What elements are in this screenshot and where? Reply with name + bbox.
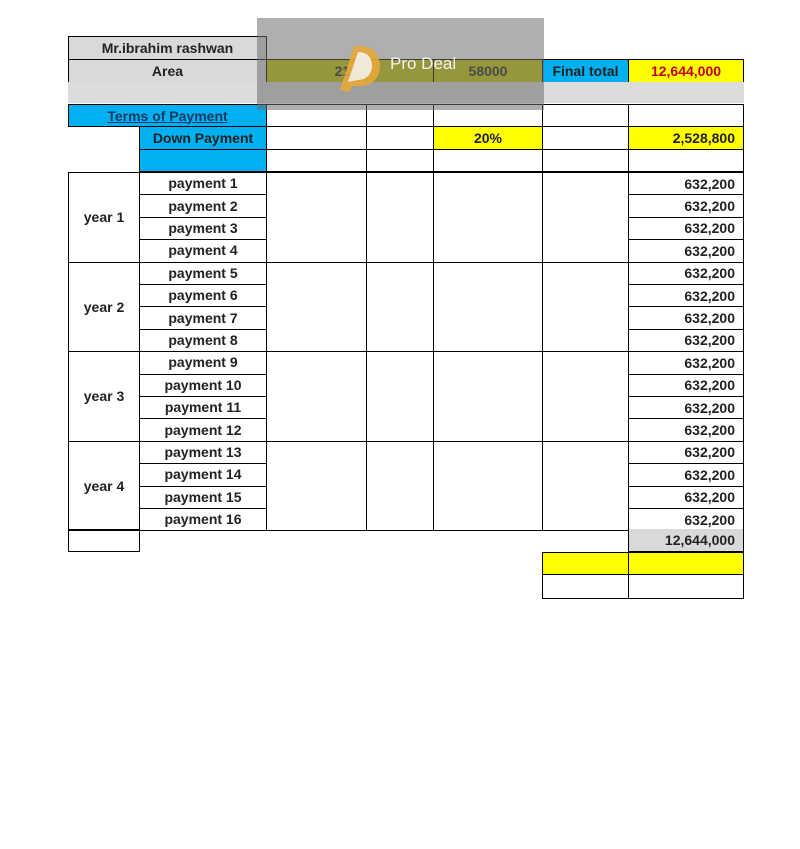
- payment-value: 632,200: [684, 310, 735, 327]
- total-blank-cell: [68, 529, 140, 552]
- grid-cell: [542, 149, 629, 172]
- final-total-label: Final total: [552, 63, 619, 79]
- payment-value-cell: [628, 217, 744, 240]
- row-divider: [140, 217, 266, 218]
- payment-value-cell: [628, 508, 744, 531]
- down-payment-label: Down Payment: [152, 130, 254, 146]
- payment-value-cell: [628, 262, 744, 285]
- payment-label: payment 10: [164, 376, 242, 393]
- client-name-cell: [68, 36, 267, 60]
- payment-value: 632,200: [684, 354, 735, 371]
- year-block: [68, 262, 140, 353]
- year-label: year 4: [83, 478, 125, 495]
- payment-label: payment 13: [164, 443, 242, 460]
- payment-label: payment 7: [168, 309, 238, 326]
- watermark-text: Pro Deal: [390, 54, 457, 73]
- row-divider: [140, 508, 266, 509]
- payment-value-cell: [628, 486, 744, 509]
- payment-value-cell: [628, 374, 744, 397]
- area-label: Area: [151, 63, 184, 79]
- row-divider: [140, 239, 266, 240]
- grid-cell: [542, 104, 629, 127]
- blank-cell: [628, 574, 744, 599]
- grid-column-block: [366, 441, 434, 532]
- final-total-label-cell: [542, 59, 629, 83]
- grid-column-block: [542, 441, 629, 532]
- grid-column-block: [266, 172, 367, 263]
- payment-value-cell: [628, 172, 744, 195]
- payment-label: payment 9: [168, 354, 238, 371]
- year-label: year 2: [83, 298, 125, 315]
- payment-value-cell: [628, 239, 744, 262]
- area-label-cell: [68, 59, 267, 83]
- grand-total: 12,644,000: [664, 532, 735, 548]
- payment-value-cell: [628, 351, 744, 374]
- grid-column-block: [266, 441, 367, 532]
- payment-value-cell: [628, 329, 744, 352]
- grid-cell: [542, 126, 629, 150]
- payment-label: payment 8: [168, 331, 238, 348]
- payment-label: payment 5: [168, 264, 238, 281]
- payment-value: 632,200: [684, 242, 735, 259]
- row-divider: [140, 374, 266, 375]
- grid-column-block: [542, 172, 629, 263]
- terms-title: Terms of Payment: [107, 107, 228, 124]
- year-label: year 3: [83, 388, 125, 405]
- down-payment-percent-cell: [433, 126, 543, 150]
- grid-column-block: [542, 351, 629, 442]
- blank-cell: [542, 574, 629, 599]
- client-name: Mr.ibrahim rashwan: [101, 40, 234, 56]
- payment-value: 632,200: [684, 175, 735, 192]
- payment-value-cell: [628, 306, 744, 329]
- grid-column-block: [433, 172, 543, 263]
- payment-label: payment 3: [168, 219, 238, 236]
- payment-value: 632,200: [684, 220, 735, 237]
- payment-label: payment 15: [164, 488, 242, 505]
- grid-column-block: [266, 351, 367, 442]
- payment-value: 632,200: [684, 489, 735, 506]
- year-block: [68, 351, 140, 442]
- row-divider: [140, 463, 266, 464]
- grid-column-block: [433, 351, 543, 442]
- grid-column-block: [266, 262, 367, 353]
- row-divider: [140, 284, 266, 285]
- yellow-blank-cell: [542, 552, 629, 575]
- year-block: [68, 441, 140, 532]
- payment-value-cell: [628, 418, 744, 441]
- grid-cell: [628, 104, 744, 127]
- payment-value: 632,200: [684, 198, 735, 215]
- payment-label: payment 11: [164, 399, 242, 416]
- payment-label: payment 4: [168, 242, 238, 259]
- payment-label: payment 16: [164, 511, 242, 528]
- row-divider: [140, 306, 266, 307]
- payment-value: 632,200: [684, 377, 735, 394]
- pro-deal-logo-icon: [330, 38, 382, 94]
- final-total-value: 12,644,000: [650, 63, 722, 79]
- grid-cell: [266, 149, 367, 172]
- payment-label: payment 1: [168, 175, 238, 192]
- grid-column-block: [542, 262, 629, 353]
- payment-value-cell: [628, 194, 744, 217]
- payment-value: 632,200: [684, 511, 735, 528]
- grid-cell: [366, 149, 434, 172]
- row-divider: [140, 396, 266, 397]
- payment-label: payment 14: [164, 466, 242, 483]
- grid-cell: [628, 149, 744, 172]
- year-block: [68, 172, 140, 263]
- grid-cell: [266, 126, 367, 150]
- payment-value: 632,200: [684, 265, 735, 282]
- yellow-blank-cell: [628, 552, 744, 575]
- payment-label: payment 2: [168, 197, 238, 214]
- grid-column-block: [366, 172, 434, 263]
- payment-value: 632,200: [684, 332, 735, 349]
- payment-value: 632,200: [684, 287, 735, 304]
- payment-label: payment 12: [164, 421, 242, 438]
- payment-value-cell: [628, 463, 744, 486]
- final-total-value-cell: [628, 59, 744, 83]
- down-payment-label-cell: [139, 126, 267, 150]
- down-payment-value: 2,528,800: [672, 130, 735, 146]
- payment-value: 632,200: [684, 466, 735, 483]
- row-divider: [140, 418, 266, 419]
- grand-total-cell: [628, 529, 744, 552]
- grid-column-block: [366, 351, 434, 442]
- payment-value-cell: [628, 396, 744, 419]
- payment-value: 632,200: [684, 399, 735, 416]
- grid-column-block: [366, 262, 434, 353]
- blue-spacer-cell: [139, 149, 267, 172]
- row-divider: [140, 194, 266, 195]
- payment-value-cell: [628, 284, 744, 307]
- payment-label: payment 6: [168, 287, 238, 304]
- terms-title-cell: [68, 104, 267, 127]
- down-payment-value-cell: [628, 126, 744, 150]
- grid-column-block: [433, 262, 543, 353]
- down-payment-percent: 20%: [473, 130, 503, 146]
- grid-column-block: [433, 441, 543, 532]
- row-divider: [140, 486, 266, 487]
- grid-cell: [433, 149, 543, 172]
- payment-value-cell: [628, 441, 744, 464]
- grid-cell: [366, 126, 434, 150]
- row-divider: [140, 329, 266, 330]
- year-label: year 1: [83, 209, 125, 226]
- payment-value: 632,200: [684, 444, 735, 461]
- payment-value: 632,200: [684, 422, 735, 439]
